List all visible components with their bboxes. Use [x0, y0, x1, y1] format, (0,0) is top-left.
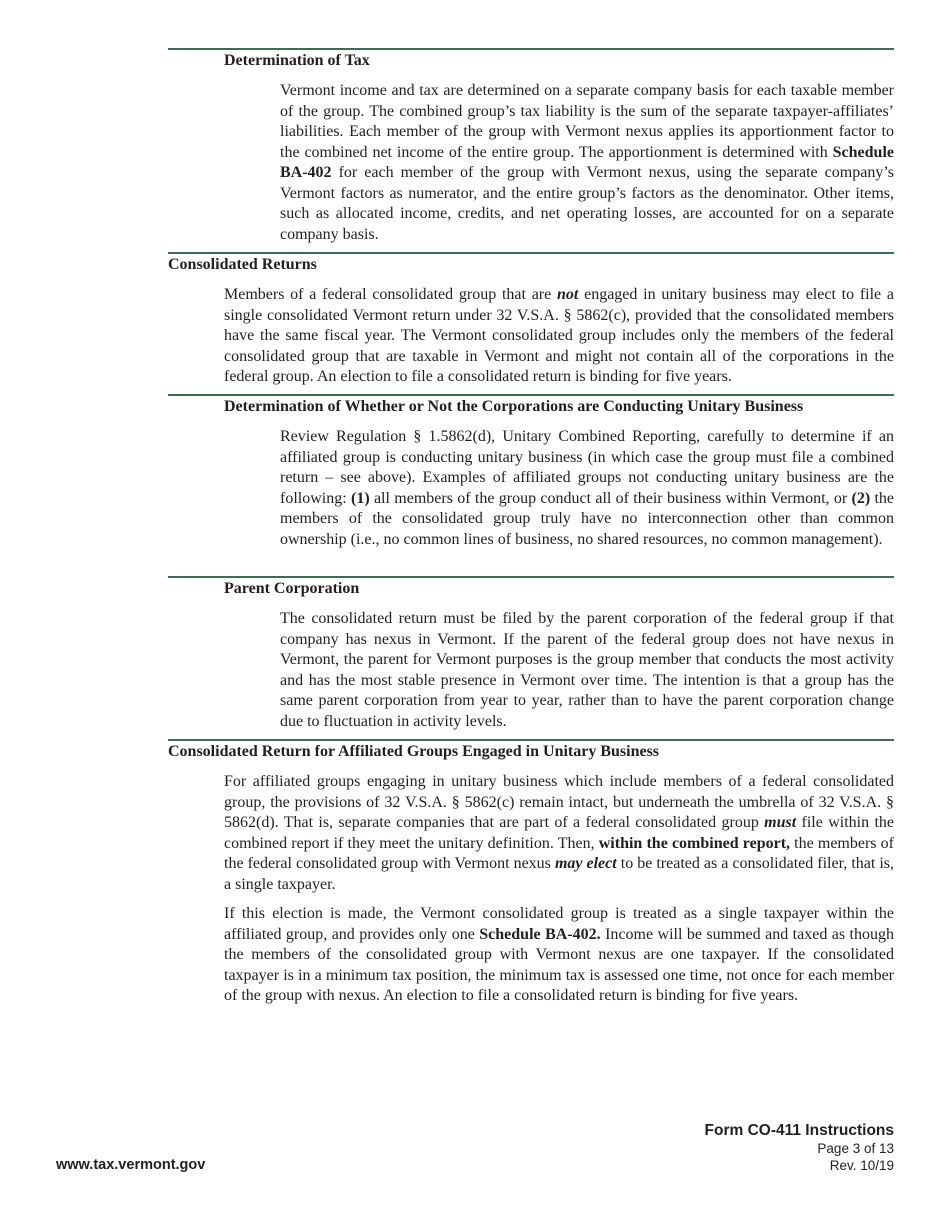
bold-text: Schedule BA-402 [280, 143, 894, 181]
text-run: Members of a federal consolidated group that are [224, 286, 557, 303]
text-run: the members of the federal consolidated group with Vermont nexus [224, 834, 895, 872]
bold-text: (2) [851, 489, 871, 507]
text-run: If this election is made, the Vermont consolidated group is treated as a single taxpayer within the affiliated group, and provides only one [224, 905, 894, 943]
paragraph-affiliated-groups-1 [224, 772, 894, 895]
text-run: the members of the consolidated group truly have no interconnection other than common ownership (i.e., no common lines of business, no shared resources, no common management). [280, 489, 895, 548]
section-divider [168, 48, 894, 50]
website-link[interactable]: www.tax.vermont.gov [56, 1157, 206, 1173]
section-divider [168, 394, 894, 396]
heading-parent-corporation: Parent Corporation [224, 580, 360, 597]
bold-text: Schedule BA-402. [479, 925, 601, 943]
emphasis-text: not [557, 286, 579, 303]
text-run: all members of the group conduct all of their business within Vermont, or [369, 489, 852, 507]
text-run: The consolidated return must be filed by the parent corporation of the federal group if that company has nexus in Vermont. If the parent of the federal group does not have nexus in Vermont, the parent for Vermont purposes is the group member that conducts the most activity and has the most stable presence in Vermont over time. The intention is that a group has the same parent corporation from year to year, rather than to have the parent corporation change due to fluctuation in activity levels. [280, 610, 894, 730]
section-divider [168, 576, 894, 578]
section-divider [168, 252, 894, 254]
paragraph-affiliated-groups-2 [224, 904, 894, 1007]
bold-text: (1) [350, 489, 370, 507]
text-run: Vermont income and tax are determined on a separate company basis for each taxable member of the group. The combined group’s tax liability is the sum of the separate taxpayer-affiliates’ liabilities. Each member of the group with Vermont nexus applies its apportionment factor to the combined net income of the entire group. The apportionment is determined with [280, 82, 894, 161]
footer-form-info [705, 1121, 894, 1174]
emphasis-wrapper [555, 855, 617, 872]
emphasis-text: must [764, 814, 797, 831]
text-run: engaged in unitary business may elect to file a single consolidated Vermont return under 32 V.S.A. § 5862(c), provided that the consolidated members have the same fiscal year. The Vermont consolidated group includes only the members of the federal consolidated group that are taxable in Vermont and might not contain all of the corporations in the federal group. An election to file a consolidated return is binding for five years. [224, 286, 895, 385]
page-number: Page 3 of 13 [817, 1141, 894, 1156]
emphasis-wrapper [557, 286, 578, 303]
text-run: for each member of the group with Vermont nexus, using the separate company’s Vermont factors as numerator, and the entire group’s factors as the denominator. Other items, such as allocated income, credits, and net operating losses, are accounted for on a separate company basis. [280, 164, 894, 243]
heading-affiliated-groups: Consolidated Return for Affiliated Groups Engaged in Unitary Business [168, 743, 660, 760]
section-divider [168, 739, 894, 741]
paragraph-determination-of-tax [280, 81, 894, 245]
revision-date: Rev. 10/19 [829, 1158, 894, 1173]
paragraph-consolidated-returns [224, 285, 894, 388]
emphasis-wrapper [764, 814, 796, 831]
text-run: Income will be summed and taxed as though the members of the consolidated group with Vermont nexus are one taxpayer. If the consolidated taxpayer is in a minimum tax position, the minimum tax is assessed one time, not once for each member of the group with nexus. An election to file a consolidated return is binding for five years. [224, 925, 895, 1004]
heading-determination-of-tax: Determination of Tax [224, 52, 370, 69]
text-run: file within the combined report if they meet the unitary definition. Then, [224, 814, 894, 852]
heading-unitary-business: Determination of Whether or Not the Corporations are Conducting Unitary Business [224, 398, 804, 415]
emphasis-text: may elect [554, 855, 617, 872]
form-title: Form CO-411 Instructions [704, 1122, 894, 1139]
paragraph-parent-corporation [280, 609, 894, 732]
text-run: to be treated as a consolidated filer, that is, a single taxpayer. [224, 855, 895, 893]
heading-consolidated-returns: Consolidated Returns [168, 256, 317, 273]
paragraph-unitary-business [280, 427, 894, 550]
bold-text: within the combined report, [598, 834, 791, 852]
text-run: For affiliated groups engaging in unitary business which include members of a federal consolidated group, the provisions of 32 V.S.A. § 5862(c) remain intact, but underneath the umbrella of 32 V.S.A. § 5862(d). That is, separate companies that are part of a federal consolidated group [224, 773, 894, 831]
text-run: Review Regulation § 1.5862(d), Unitary Combined Reporting, carefully to determine if an affiliated group is conducting unitary business (in which case the group must file a combined return – see above). Examples of affiliated groups not conducting unitary business are the following: [280, 428, 894, 507]
